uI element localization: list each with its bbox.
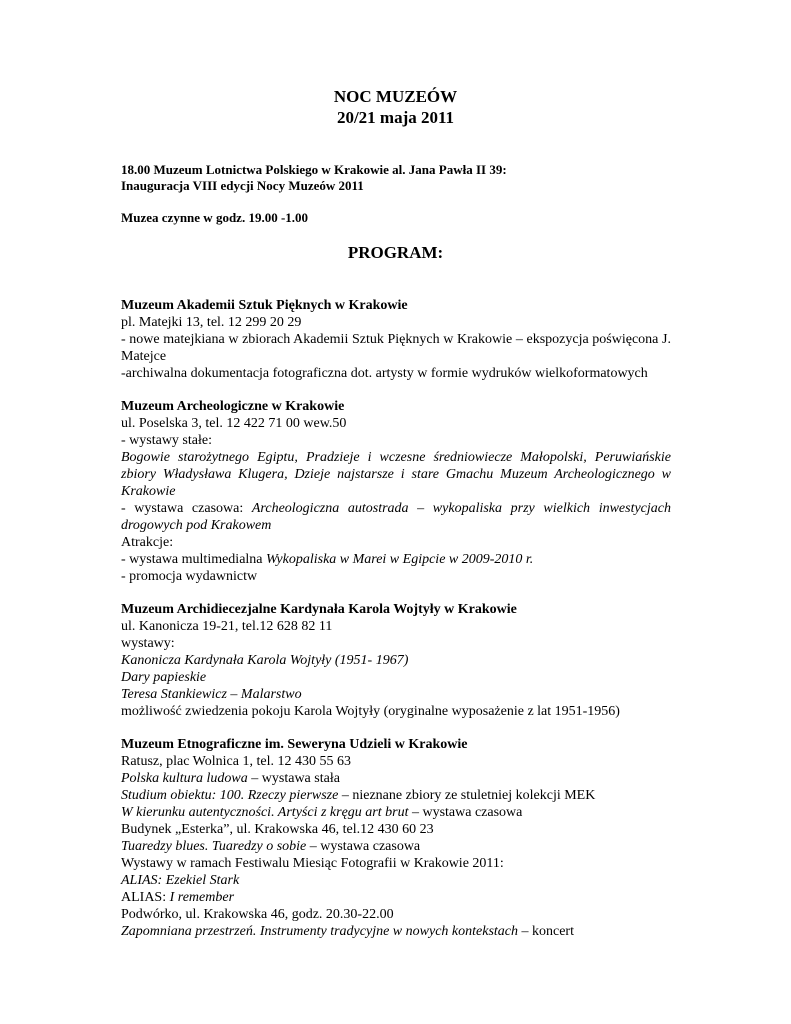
document-date: 20/21 maja 2011: [336, 108, 455, 127]
exhibition-item: [121, 872, 671, 889]
museum-entry-asp: [121, 297, 671, 382]
exhibition-item: -archiwalna dokumentacja fotograficzna dot. artysty w formie wydruków wielkoformatowych: [121, 366, 648, 381]
museum-name: Muzeum Archeologiczne w Krakowie: [121, 399, 345, 414]
exhibition-title: Tuaredzy blues. Tuaredzy o sobie: [121, 839, 307, 854]
yard-event: Podwórko, ul. Krakowska 46, godz. 20.30-22.00: [121, 907, 394, 922]
festival-note: Wystawy w ramach Festiwalu Miesiąc Fotografii w Krakowie 2011:: [121, 856, 504, 871]
exhibition-desc: – nieznane zbiory ze stuletniej kolekcji MEK: [338, 788, 596, 803]
museum-address: pl. Matejki 13, tel. 12 299 20 29: [121, 315, 302, 330]
museum-entry-archdiocesan: [121, 601, 671, 720]
exhibition-item: [121, 804, 671, 821]
exhibition-desc: – wystawa czasowa: [408, 805, 523, 820]
attractions-label: Atrakcje:: [121, 535, 174, 550]
exhibition-item: [121, 669, 671, 686]
building-address: Budynek „Esterka”, ul. Krakowska 46, tel.12 430 60 23: [121, 822, 434, 837]
exhibition-item: [121, 838, 671, 855]
museum-address: Ratusz, plac Wolnica 1, tel. 12 430 55 63: [121, 754, 351, 769]
museum-entry-archeology: [121, 398, 671, 585]
attraction-title: Wykopaliska w Marei w Egipcie w 2009-2010 r.: [266, 552, 534, 567]
museum-address: ul. Poselska 3, tel. 12 422 71 00 wew.50: [121, 416, 347, 431]
exhibition-title: W kierunku autentyczności. Artyści z kręgu art brut: [121, 805, 409, 820]
inauguration-line: 18.00 Muzeum Lotnictwa Polskiego w Krakowie al. Jana Pawła II 39:: [121, 162, 507, 177]
exhibition-item: [121, 652, 671, 669]
exhibition-item: - nowe matejkiana w zbiorach Akademii Sztuk Pięknych w Krakowie – ekspozycja poświęcona J. Matejce: [121, 332, 671, 364]
attraction-prefix: - wystawa multimedialna: [121, 552, 267, 567]
exhibition-prefix: ALIAS:: [121, 890, 170, 905]
opening-hours: Muzea czynne w godz. 19.00 -1.00: [121, 210, 309, 225]
exhibition-title: Polska kultura ludowa: [121, 771, 248, 786]
exhibition-title: ALIAS: Ezekiel Stark: [121, 873, 240, 888]
permanent-exhibitions: [121, 449, 671, 500]
exhibition-title: Dary papieskie: [121, 670, 207, 685]
program-heading: PROGRAM:: [347, 243, 444, 262]
room-visit: możliwość zwiedzenia pokoju Karola Wojtyły (oryginalne wyposażenie z lat 1951-1956): [121, 704, 620, 719]
attraction-item: - promocja wydawnictw: [121, 569, 258, 584]
concert-title: Zapomniana przestrzeń. Instrumenty tradycyjne w nowych kontekstach: [121, 924, 518, 939]
museum-name: Muzeum Archidiecezjalne Kardynała Karola Wojtyły w Krakowie: [121, 602, 517, 617]
concert-desc: – koncert: [518, 924, 574, 939]
museum-entry-ethnographic: [121, 736, 671, 940]
concert-item: [121, 923, 671, 940]
temporary-label: - wystawa czasowa:: [121, 501, 252, 516]
exhibition-title: Studium obiektu: 100. Rzeczy pierwsze: [121, 788, 339, 803]
exhibition-item: [121, 770, 671, 787]
temporary-exhibition: [121, 500, 671, 534]
temporary-title: Archeologiczna autostrada – wykopaliska przy wielkich inwestycjach drogowych pod Krakowem: [121, 501, 671, 533]
exhibition-item: [121, 889, 671, 906]
exhibition-item: [121, 787, 671, 804]
museum-name: Muzeum Etnograficzne im. Seweryna Udzieli w Krakowie: [121, 737, 468, 752]
exhibitions-label: wystawy:: [121, 636, 175, 651]
program-content: [121, 297, 671, 956]
exhibition-desc: – wystawa czasowa: [306, 839, 421, 854]
museum-address: ul. Kanonicza 19-21, tel.12 628 82 11: [121, 619, 333, 634]
exhibition-desc: – wystawa stała: [247, 771, 340, 786]
exhibition-title: Kanonicza Kardynała Karola Wojtyły (1951- 1967): [121, 653, 409, 668]
permanent-exhibitions-text: Bogowie starożytnego Egiptu, Pradzieje i wczesne średniowiecze Małopolski, Peruwiańskie zbiory Władysława Klugera, Dzieje najstarsze i stare Gmachu Muzeum Archeologicznego w Krakowie: [121, 450, 671, 499]
exhibition-title: I remember: [169, 890, 235, 905]
museum-name: Muzeum Akademii Sztuk Pięknych w Krakowie: [121, 298, 408, 313]
exhibition-title: Teresa Stankiewicz – Malarstwo: [121, 687, 302, 702]
inauguration-title: Inauguracja VIII edycji Nocy Muzeów 2011: [121, 178, 364, 193]
exhibition-item: [121, 686, 671, 703]
attraction-item: [121, 551, 671, 568]
permanent-label: - wystawy stałe:: [121, 433, 212, 448]
document-title: NOC MUZEÓW: [333, 87, 458, 106]
